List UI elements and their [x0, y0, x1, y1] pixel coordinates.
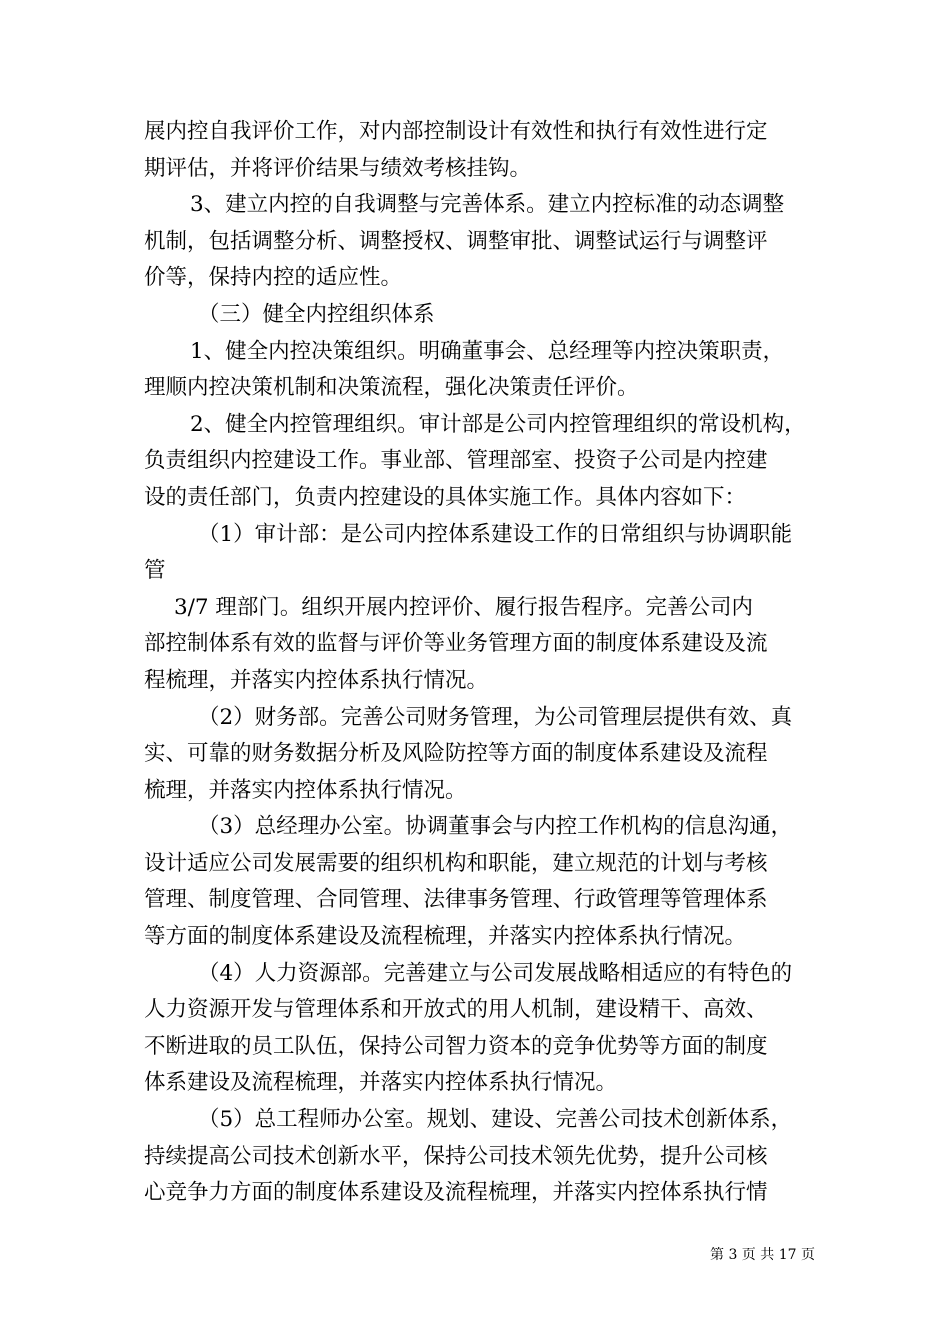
text-line: 设的责任部门，负责内控建设的具体实施工作。具体内容如下：	[144, 484, 747, 510]
text-line: （2）财务部。完善公司财务管理，为公司管理层提供有效、真	[198, 704, 793, 730]
text-line: （三）健全内控组织体系	[198, 301, 435, 327]
text-line: 展内控自我评价工作，对内部控制设计有效性和执行有效性进行定	[144, 119, 768, 144]
text-line: （5）总工程师办公室。规划、建设、完善公司技术创新体系，	[198, 1107, 793, 1133]
text-line: 部控制体系有效的监督与评价等业务管理方面的制度体系建设及流	[144, 631, 768, 657]
text-line: 持续提高公司技术创新水平，保持公司技术领先优势，提升公司核	[144, 1143, 768, 1169]
text-line: （3）总经理办公室。协调董事会与内控工作机构的信息沟通，	[198, 814, 793, 840]
text-line: 心竞争力方面的制度体系建设及流程梳理，并落实内控体系执行情	[144, 1180, 768, 1206]
text-line: 2、健全内控管理组织。审计部是公司内控管理组织的常设机构，	[190, 411, 806, 437]
text-line: 等方面的制度体系建设及流程梳理，并落实内控体系执行情况。	[144, 924, 747, 950]
text-line: （1）审计部：是公司内控体系建设工作的日常组织与协调职能	[198, 521, 793, 547]
page-footer: 第 3 页 共 17 页	[710, 1247, 815, 1263]
text-line: 体系建设及流程梳理，并落实内控体系执行情况。	[144, 1070, 618, 1096]
text-line: 期评估，并将评价结果与绩效考核挂钩。	[144, 155, 532, 181]
text-line: 1、健全内控决策组织。明确董事会、总经理等内控决策职责，	[190, 338, 785, 364]
text-line: 设计适应公司发展需要的组织机构和职能，建立规范的计划与考核	[144, 850, 768, 876]
text-line: 不断进取的员工队伍，保持公司智力资本的竞争优势等方面的制度	[144, 1033, 768, 1059]
text-line: 3/7 理部门。组织开展内控评价、履行报告程序。完善公司内	[174, 594, 753, 620]
text-line: 程梳理，并落实内控体系执行情况。	[144, 667, 489, 693]
text-line: （4）人力资源部。完善建立与公司发展战略相适应的有特色的	[198, 960, 793, 986]
text-line: 人力资源开发与管理体系和开放式的用人机制，建设精干、高效、	[144, 997, 768, 1023]
text-line: 管	[144, 558, 166, 584]
text-line: 3、建立内控的自我调整与完善体系。建立内控标准的动态调整	[190, 192, 785, 218]
text-line: 梳理，并落实内控体系执行情况。	[144, 777, 467, 803]
body-text	[144, 114, 814, 1212]
text-line: 理顺内控决策机制和决策流程，强化决策责任评价。	[144, 375, 639, 401]
text-line: 负责组织内控建设工作。事业部、管理部室、投资子公司是内控建	[144, 448, 768, 474]
text-line: 实、可靠的财务数据分析及风险防控等方面的制度体系建设及流程	[144, 741, 768, 767]
text-line: 机制，包括调整分析、调整授权、调整审批、调整试运行与调整评	[144, 228, 768, 254]
text-line: 价等，保持内控的适应性。	[144, 265, 403, 291]
text-line: 管理、制度管理、合同管理、法律事务管理、行政管理等管理体系	[144, 887, 768, 913]
